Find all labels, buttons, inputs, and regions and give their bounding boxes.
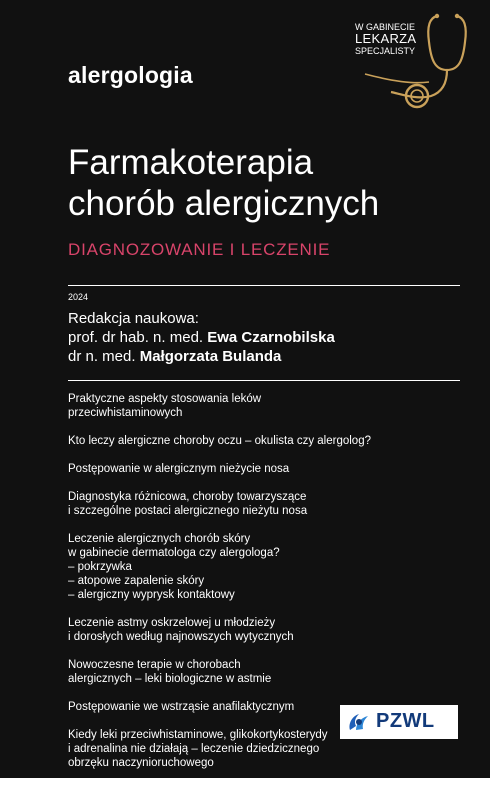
publication-year: 2024 xyxy=(68,292,89,302)
badge-line-2: LEKARZA xyxy=(355,31,417,46)
divider-middle xyxy=(68,380,460,381)
editor-1 xyxy=(68,328,335,347)
badge-text xyxy=(355,22,416,56)
topic-line: w gabinecie dermatologa czy alergologa? xyxy=(68,547,280,559)
topic-item xyxy=(68,784,468,798)
topic-item xyxy=(68,616,468,644)
editors-heading: Redakcja naukowa: xyxy=(68,310,199,327)
series-badge xyxy=(355,8,485,120)
topic-line: obrzęku naczynioruchowego xyxy=(68,757,214,769)
editor-1-prefix: prof. dr hab. n. med. xyxy=(68,329,204,346)
editor-2-prefix: dr n. med. xyxy=(68,348,136,365)
editor-2-name: Małgorzata Bulanda xyxy=(139,348,282,365)
topics-list xyxy=(68,392,468,812)
topic-line: Leki w chorobach alergicznych u dzieci xyxy=(68,785,267,797)
topic-line: Praktyczne aspekty stosowania leków xyxy=(68,393,262,405)
topic-item xyxy=(68,532,468,602)
topic-line: – pokrzywka xyxy=(68,561,132,573)
pzwl-logo-icon xyxy=(346,710,372,734)
topic-line: – alergiczny wyprysk kontaktowy xyxy=(68,589,235,601)
topic-line: Leczenie astmy oskrzelowej u młodzieży xyxy=(68,617,276,629)
topic-item xyxy=(68,658,468,686)
publisher-name: PZWL xyxy=(376,710,435,732)
topic-line: Kto leczy alergiczne choroby oczu – okulista czy alergolog? xyxy=(68,435,371,447)
book-title xyxy=(68,142,379,224)
topic-line: – atopowe zapalenie skóry xyxy=(68,575,205,587)
topic-item xyxy=(68,392,468,420)
topic-line: Leczenie alergicznych chorób skóry xyxy=(68,533,251,545)
topic-line: Postępowanie w alergicznym nieżycie nosa xyxy=(68,463,290,475)
topic-item xyxy=(68,434,468,448)
publisher-logo xyxy=(340,705,458,739)
title-line-1: Farmakoterapia xyxy=(68,143,314,182)
topic-item xyxy=(68,490,468,518)
editor-2 xyxy=(68,347,335,366)
badge-line-3: SPECJALISTY xyxy=(355,46,416,56)
badge-line-1: W GABINECIE xyxy=(355,22,416,32)
topic-line: Postępowanie we wstrząsie anafilaktycznym xyxy=(68,701,295,713)
topic-line: Diagnostyka różnicowa, choroby towarzyszące xyxy=(68,491,307,503)
title-line-2: chorób alergicznych xyxy=(68,184,380,223)
topic-line: Kiedy leki przeciwhistaminowe, glikokortykosterydy xyxy=(68,729,328,741)
editor-1-name: Ewa Czarnobilska xyxy=(207,329,335,346)
book-subtitle: DIAGNOZOWANIE I LECZENIE xyxy=(68,240,331,259)
divider-top xyxy=(68,285,460,286)
topic-item xyxy=(68,462,468,476)
topic-line: przeciwhistaminowych xyxy=(68,407,183,419)
topic-line: i dorosłych według najnowszych wytycznych xyxy=(68,631,294,643)
topic-line: i adrenalina nie działają – leczenie dziedzicznego xyxy=(68,743,320,755)
topic-line: i szczególne postaci alergicznego nieżytu nosa xyxy=(68,505,308,517)
topic-line: Nowoczesne terapie w chorobach xyxy=(68,659,241,671)
series-label: alergologia xyxy=(68,62,193,88)
topic-line: alergicznych – leki biologiczne w astmie xyxy=(68,673,272,685)
editors-block xyxy=(68,309,335,366)
